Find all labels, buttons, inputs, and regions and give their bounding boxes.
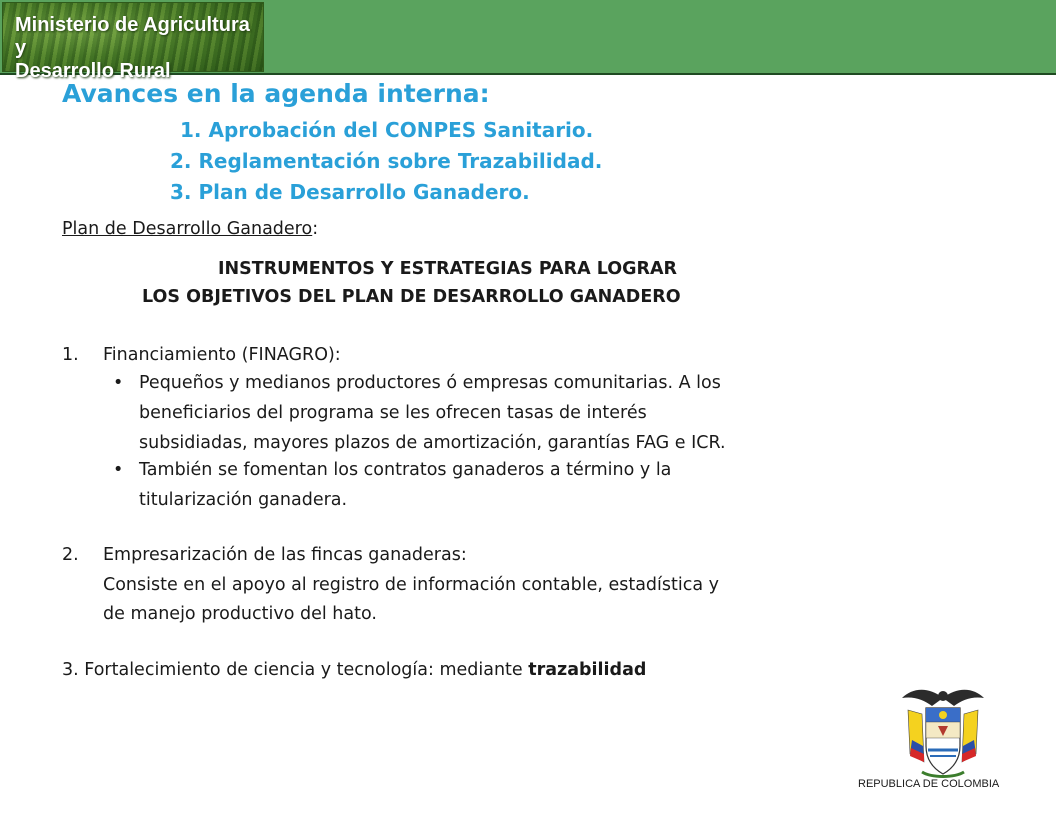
plan-label-text: Plan de Desarrollo Ganadero [62, 219, 313, 239]
item-3-bold-text: trazabilidad [528, 660, 647, 680]
bullet-1-line-2: beneficiarios del programa se les ofrecen tasas de interés [139, 403, 647, 423]
section-heading-line-1: INSTRUMENTOS Y ESTRATEGIAS PARA LOGRAR [218, 259, 677, 279]
item-2-number: 2. [62, 545, 79, 565]
item-2-label: Empresarización de las fincas ganaderas: [103, 545, 467, 565]
bullet-2-marker: • [113, 460, 124, 480]
item-1-label: Financiamiento (FINAGRO): [103, 345, 341, 365]
bullet-2-line-2: titularización ganadera. [139, 490, 348, 510]
coat-of-arms-icon [898, 684, 988, 780]
plan-label [62, 219, 318, 239]
agenda-item-3: 3. Plan de Desarrollo Ganadero. [170, 180, 530, 204]
bullet-1-line-3: subsidiadas, mayores plazos de amortización, garantías FAG e ICR. [139, 433, 726, 453]
plan-label-colon: : [312, 219, 319, 239]
agenda-item-2: 2. Reglamentación sobre Trazabilidad. [170, 149, 603, 173]
logo-line-1: Ministerio de Agricultura y [15, 14, 250, 59]
ministry-logo [2, 2, 264, 82]
ministry-logo-text [15, 14, 263, 83]
bullet-1-line-1: Pequeños y medianos productores ó empresas comunitarias. A los [139, 373, 721, 393]
bullet-2-line-1: También se fomentan los contratos ganaderos a término y la [139, 460, 672, 480]
bullet-1-marker: • [113, 373, 124, 393]
logo-line-2: Desarrollo Rural [15, 60, 171, 82]
item-2-line-2: de manejo productivo del hato. [103, 604, 377, 624]
country-label: REPUBLICA DE COLOMBIA [858, 778, 1000, 790]
item-1-number: 1. [62, 345, 79, 365]
page-title: Avances en la agenda interna: [62, 79, 490, 108]
agenda-item-1: 1. Aprobación del CONPES Sanitario. [180, 118, 594, 142]
item-3 [62, 660, 646, 680]
header-banner [0, 0, 1056, 82]
item-2-line-1: Consiste en el apoyo al registro de información contable, estadística y [103, 575, 720, 595]
item-3-text: 3. Fortalecimiento de ciencia y tecnología: mediante [62, 660, 529, 680]
section-heading-line-2: LOS OBJETIVOS DEL PLAN DE DESARROLLO GANADERO [142, 287, 681, 307]
